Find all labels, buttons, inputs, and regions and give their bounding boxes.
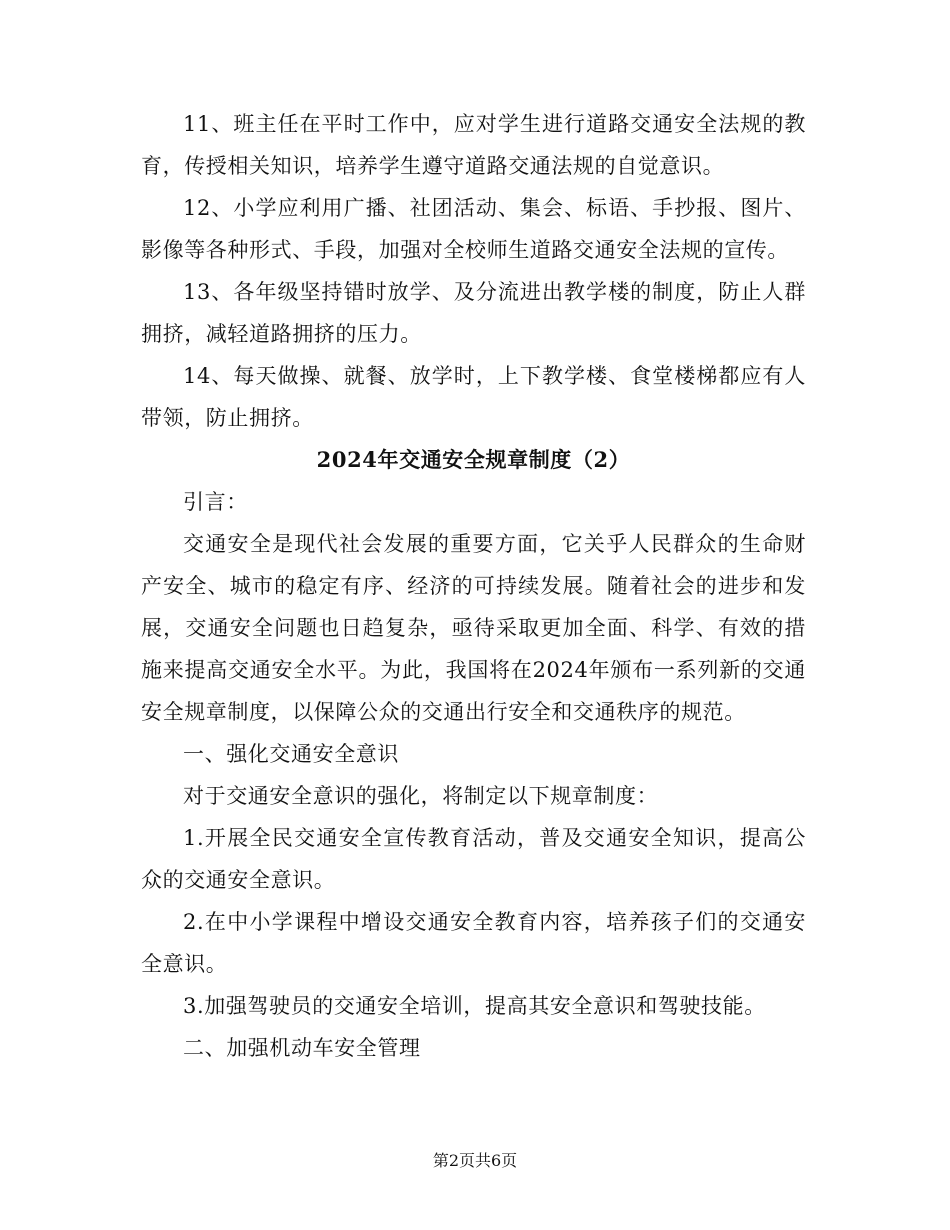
- list-item-1: 1.开展全民交通安全宣传教育活动，普及交通安全知识，提高公众的交通安全意识。: [141, 826, 806, 892]
- heading-part-2: 二、加强机动车安全管理: [183, 1036, 421, 1060]
- paragraph-rule-12: 12、小学应利用广播、社团活动、集会、标语、手抄报、图片、影像等各种形式、手段，加强对全校师生道路交通安全法规的宣传。: [141, 196, 806, 262]
- paragraph-part-1-lead: 对于交通安全意识的强化，将制定以下规章制度：: [183, 784, 659, 808]
- page-number-footer: 第2页共6页: [432, 1151, 518, 1170]
- paragraph-rule-13: 13、各年级坚持错时放学、及分流进出教学楼的制度，防止人群拥挤，减轻道路拥挤的压力。: [141, 280, 806, 346]
- heading-part-1: 一、强化交通安全意识: [183, 742, 399, 766]
- list-item-3: 3.加强驾驶员的交通安全培训，提高其安全意识和驾驶技能。: [183, 994, 766, 1018]
- list-item-2: 2.在中小学课程中增设交通安全教育内容，培养孩子们的交通安全意识。: [141, 910, 806, 976]
- paragraph-rule-14: 14、每天做操、就餐、放学时，上下教学楼、食堂楼梯都应有人带领，防止拥挤。: [141, 364, 806, 430]
- paragraph-rule-11: 11、班主任在平时工作中，应对学生进行道路交通安全法规的教育，传授相关知识，培养学生遵守道路交通法规的自觉意识。: [141, 112, 806, 178]
- section-title: 2024年交通安全规章制度（2）: [316, 447, 631, 472]
- paragraph-intro-label: 引言：: [183, 490, 248, 514]
- document-body: [141, 103, 806, 1069]
- paragraph-intro-text: 交通安全是现代社会发展的重要方面，它关乎人民群众的生命财产安全、城市的稳定有序、经济的可持续发展。随着社会的进步和发展，交通安全问题也日趋复杂，亟待采取更加全面、科学、有效的措施来提高交通安全水平。为此，我国将在2024年颁布一系列新的交通安全规章制度，以保障公众的交通出行安全和交通秩序的规范。: [141, 532, 806, 724]
